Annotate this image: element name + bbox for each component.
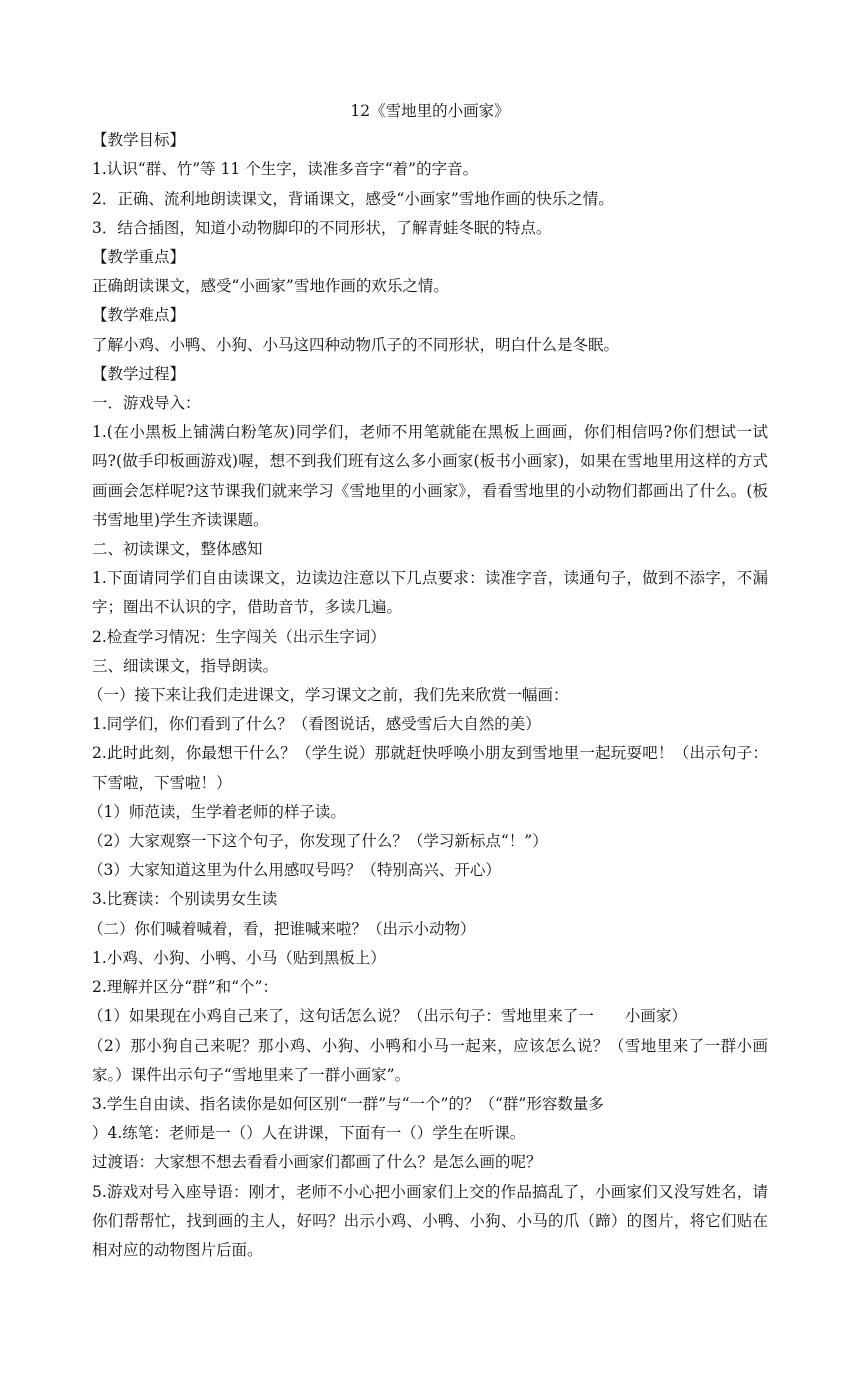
paragraph: 2.检查学习情况：生字闯关（出示生字词） bbox=[92, 627, 386, 646]
paragraph: （二）你们喊着喊着，看，把谁喊来啦？（出示小动物） bbox=[88, 919, 476, 938]
paragraph: （2）大家观察一下这个句子，你发现了什么？（学习新标点“！”） bbox=[88, 832, 548, 851]
document-page bbox=[88, 97, 768, 1265]
paragraph: 1.认识“群、竹”等 11 个生字，读准多音字“着”的字音。 bbox=[92, 160, 479, 179]
paragraph: 2.理解并区分“群”和“个”： bbox=[92, 978, 278, 997]
paragraph: 1.下面请同学们自由读课文，边读边注意以下几点要求：读准字音，读通句子，做到不添字，不漏字；圈出不认识的字，借助音节，多读几遍。 bbox=[92, 569, 768, 617]
paragraph: 1.小鸡、小狗、小鸭、小马（贴到黑板上） bbox=[92, 948, 386, 967]
paragraph: 一．游戏导入： bbox=[92, 394, 201, 413]
paragraph: （1）师范读，生学着老师的样子读。 bbox=[88, 802, 346, 821]
paragraph: ）4.练笔：老师是一（）人在讲课，下面有一（）学生在听课。 bbox=[92, 1124, 526, 1143]
section-heading-key-points: 【教学重点】 bbox=[92, 248, 186, 267]
paragraph: 1.同学们，你们看到了什么？（看图说话，感受雪后大自然的美） bbox=[92, 715, 541, 734]
paragraph: 3．结合插图，知道小动物脚印的不同形状，了解青蛙冬眠的特点。 bbox=[92, 218, 552, 237]
paragraph: 1.(在小黑板上铺满白粉笔灰)同学们，老师不用笔就能在黑板上画画，你们相信吗?你们想试一试吗?(做手印板画游戏)喔，想不到我们班有这么多小画家(板书小画家)，如果在雪地里用这样的方式画画会怎样呢?这节课我们就来学习《雪地里的小画家》，看看雪地里的小动物们都画出了什么。(板书雪地里)学生齐读课题。 bbox=[92, 423, 768, 529]
paragraph: 正确朗读课文，感受“小画家”雪地作画的欢乐之情。 bbox=[92, 277, 449, 296]
paragraph: （3）大家知道这里为什么用感叹号吗？（特别高兴、开心） bbox=[88, 861, 501, 880]
paragraph: 了解小鸡、小鸭、小狗、小马这四种动物爪子的不同形状，明白什么是冬眠。 bbox=[92, 335, 620, 354]
section-heading-process: 【教学过程】 bbox=[92, 364, 186, 383]
paragraph: 三、细读课文，指导朗读。 bbox=[92, 656, 279, 675]
paragraph: （1）如果现在小鸡自己来了，这句话怎么说？（出示句子：雪地里来了一 小画家） bbox=[88, 1007, 687, 1026]
paragraph: （一）接下来让我们走进课文，学习课文之前，我们先来欣赏一幅画： bbox=[88, 686, 569, 705]
section-heading-difficulties: 【教学难点】 bbox=[92, 306, 186, 325]
paragraph: 二、初读课文，整体感知 bbox=[92, 540, 263, 559]
paragraph: 2.此时此刻，你最想干什么？（学生说）那就赶快呼唤小朋友到雪地里一起玩耍吧！（出示句子：下雪啦，下雪啦！） bbox=[92, 744, 768, 792]
paragraph: （2）那小狗自己来呢？那小鸡、小狗、小鸭和小马一起来，应该怎么说？（雪地里来了一群小画家。）课件出示句子“雪地里来了一群小画家”。 bbox=[88, 1036, 768, 1084]
document-title: 12《雪地里的小画家》 bbox=[350, 102, 510, 120]
paragraph: 5.游戏对号入座导语：刚才，老师不小心把小画家们上交的作品搞乱了，小画家们又没写姓名，请你们帮帮忙，找到画的主人，好吗？出示小鸡、小鸭、小狗、小马的爪（蹄）的图片，将它们贴在相对应的动物图片后面。 bbox=[92, 1182, 768, 1259]
paragraph: 3.学生自由读、指名读你是如何区别“一群”与“一个”的？（“群”形容数量多 bbox=[92, 1094, 604, 1113]
paragraph: 3.比赛读：个别读男女生读 bbox=[92, 890, 278, 909]
section-heading-objectives: 【教学目标】 bbox=[92, 131, 186, 150]
paragraph: 过渡语：大家想不想去看看小画家们都画了什么？是怎么画的呢？ bbox=[92, 1153, 542, 1172]
paragraph: 2．正确、流利地朗读课文，背诵课文，感受“小画家”雪地作画的快乐之情。 bbox=[92, 189, 614, 208]
